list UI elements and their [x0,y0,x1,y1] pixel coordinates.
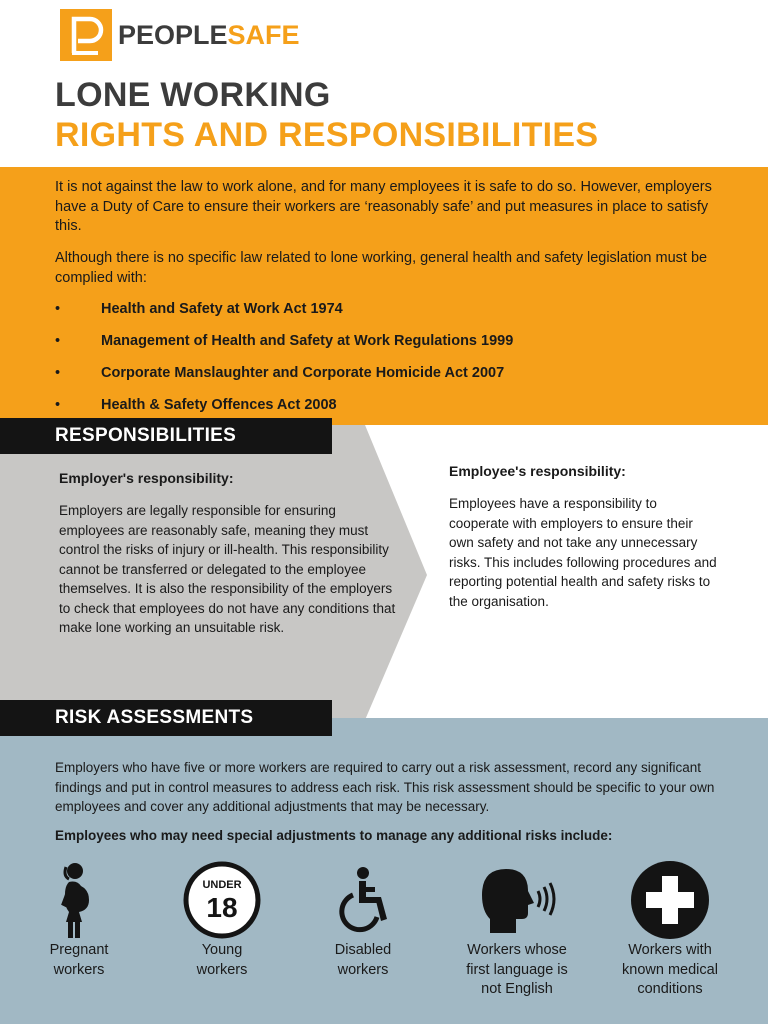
speaking-head-icon [472,865,562,935]
group-label [293,941,433,980]
under-label: UNDER [202,879,242,891]
label-line: not English [481,981,553,997]
bullet-icon: • [55,333,61,349]
risk-assessments-heading: RISK ASSESSMENTS [0,700,332,736]
group-label [152,941,292,980]
under-18-icon [182,860,262,940]
peoplesafe-logo [60,9,300,61]
medical-cross-icon [630,860,710,940]
group-label [9,941,149,980]
legislation-list [55,298,715,426]
group-language [447,858,587,1000]
logo-mark-icon [60,9,112,61]
label-line: Young [201,942,243,958]
law-label: Management of Health and Safety at Work Regulations 1999 [101,333,514,349]
employee-body: Employees have a responsibility to cooperate with employers to ensure their own safety and not take any unnecessary risks. This includes following procedures and reporting potential health and safety risks to the organisation. [449,496,717,609]
risk-body: Employers who have five or more workers are required to carry out a risk assessment, record any significant findings and put in control measures to address each risk. This risk assessment should be specific to your own employees and cover any additional adjustments that may be necessary. [55,760,715,814]
label-line: known medical [622,961,718,978]
brand-name-part2: SAFE [227,19,300,50]
label-line: Workers with [628,942,712,958]
group-young [152,858,292,980]
employer-title: Employer's responsibility: [59,470,234,486]
law-label: Health & Safety Offences Act 2008 [101,397,337,413]
employee-title: Employee's responsibility: [449,463,626,479]
bullet-icon: • [55,397,61,413]
label-line: workers [337,961,389,978]
list-item [55,330,715,362]
label-line: conditions [637,981,703,997]
page-title-line2: RIGHTS AND RESPONSIBILITIES [55,116,599,154]
wheelchair-icon [331,865,395,935]
group-label [600,941,740,1000]
bullet-icon: • [55,365,61,381]
brand-name-part1: PEOPLE [118,19,228,50]
bullet-icon: • [55,301,61,317]
label-line: first language is [466,961,568,978]
list-item [55,298,715,330]
intro-paragraph-1: It is not against the law to work alone, and for many employees it is safe to do so. However, employers have a Duty of Care to ensure their workers are ‘reasonably safe’ and put measures in place to satisfy this. [55,179,712,234]
label-line: workers [53,961,105,978]
group-medical [600,858,740,1000]
age-number: 18 [206,892,238,923]
group-label [447,941,587,1000]
brand-name [118,19,300,50]
employer-body: Employers are legally responsible for ensuring employees are reasonably safe, meaning they must control the risks of injury or ill-health. This responsibility cannot be transferred or delegated to the employee themselves. It is also the responsibility of the employers to check that employees do not have any conditions that make lone working an unsuitable risk. [59,503,396,635]
group-pregnant [9,858,149,980]
label-line: Disabled [334,942,392,958]
intro-paragraph-2: Although there is no specific law related to lone working, general health and safety legislation must be complied with: [55,250,708,286]
pregnant-woman-icon [49,860,109,940]
label-line: Workers whose [467,942,567,958]
label-line: Pregnant [49,942,109,958]
page-title-line1: LONE WORKING [55,76,331,114]
law-label: Health and Safety at Work Act 1974 [101,301,343,317]
group-disabled [293,858,433,980]
responsibilities-heading: RESPONSIBILITIES [0,418,332,454]
law-label: Corporate Manslaughter and Corporate Homicide Act 2007 [101,365,505,381]
risk-subheading: Employees who may need special adjustments to manage any additional risks include: [55,828,613,843]
list-item [55,362,715,394]
label-line: workers [196,961,248,978]
